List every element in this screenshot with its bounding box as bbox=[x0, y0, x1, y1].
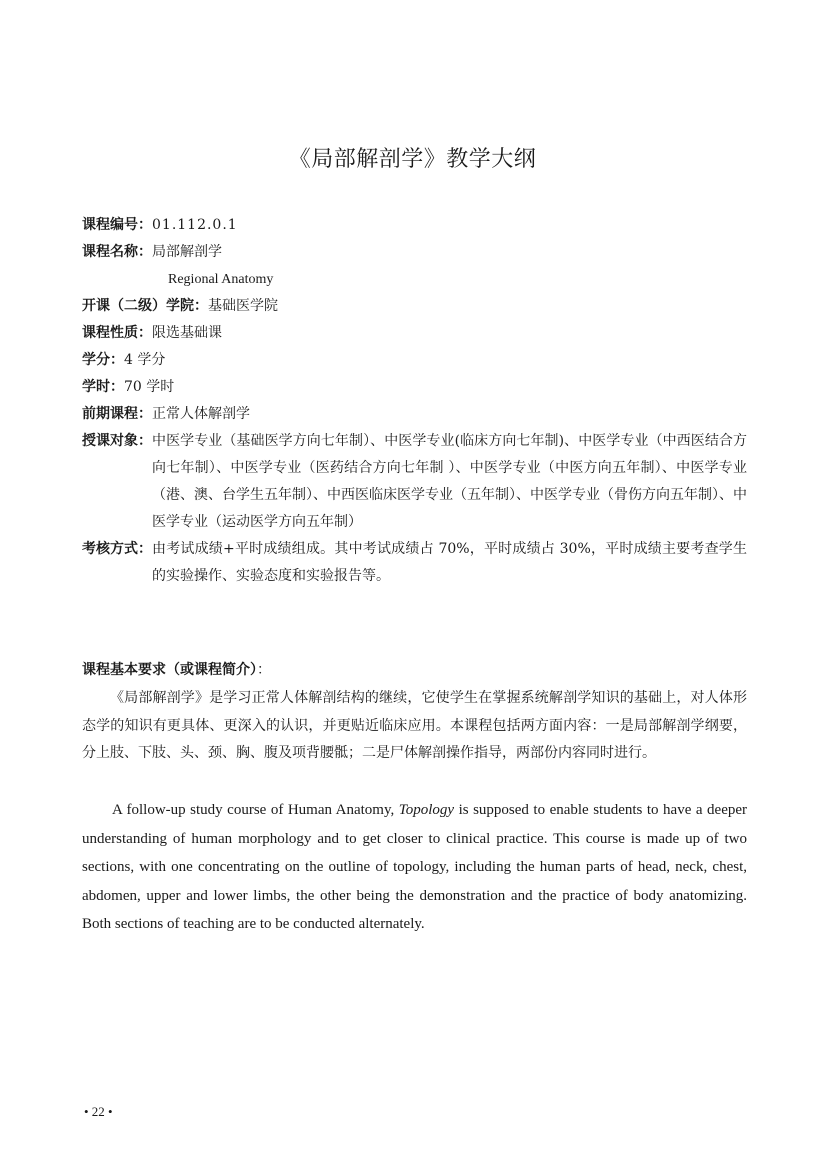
field-value: 局部解剖学 bbox=[152, 244, 222, 260]
field-value: 01.112.0.1 bbox=[152, 217, 238, 233]
field-course-name bbox=[82, 239, 747, 266]
field-label: 开课（二级）学院： bbox=[82, 298, 208, 314]
page-title: 《局部解剖学》教学大纲 bbox=[288, 147, 537, 172]
field-assessment bbox=[82, 536, 747, 590]
field-credits bbox=[82, 347, 747, 374]
section-heading-colon: ： bbox=[257, 662, 271, 678]
page-number: • 22 • bbox=[84, 1104, 113, 1119]
section-heading-text: 课程基本要求（或课程简介） bbox=[82, 662, 257, 678]
field-label: 学分： bbox=[82, 352, 124, 368]
field-label: 考核方式： bbox=[82, 541, 152, 557]
field-course-code bbox=[82, 212, 747, 239]
field-value: 限选基础课 bbox=[152, 325, 222, 341]
field-value: 中医学专业（基础医学方向七年制）、中医学专业(临床方向七年制)、中医学专业（中西医结合方向七年制）、中医学专业（医药结合方向七年制 ）、中医学专业（中医方向五年制）、中医学专业（港、澳、台学生五年制）、中西医临床医学专业（五年制）、中医学专业（骨伤方向五年制）、中医学专业（运动医学方向五年制） bbox=[152, 433, 747, 530]
field-label: 前期课程： bbox=[82, 406, 152, 422]
field-label: 授课对象： bbox=[82, 433, 152, 449]
course-info bbox=[82, 212, 747, 590]
field-prerequisite bbox=[82, 401, 747, 428]
field-value: 正常人体解剖学 bbox=[152, 406, 250, 422]
field-label: 学时： bbox=[82, 379, 124, 395]
field-value: 基础医学院 bbox=[208, 298, 278, 314]
field-value: 由考试成绩+平时成绩组成。其中考试成绩占 70%，平时成绩占 30%，平时成绩主要考查学生的实验操作、实验态度和实验报告等。 bbox=[152, 541, 747, 584]
field-value: 4 学分 bbox=[124, 352, 166, 368]
intro-paragraph-english bbox=[82, 796, 747, 939]
field-label: 课程名称： bbox=[82, 244, 152, 260]
field-label: 课程编号： bbox=[82, 217, 152, 233]
english-text-part: A follow-up study course of Human Anatomy, bbox=[112, 802, 399, 818]
field-value-english: Regional Anatomy bbox=[168, 272, 274, 287]
section-heading bbox=[82, 657, 271, 684]
intro-paragraph-chinese: 《局部解剖学》是学习正常人体解剖结构的继续，它使学生在掌握系统解剖学知识的基础上，对人体形态学的知识有更具体、更深入的认识，并更贴近临床应用。本课程包括两方面内容：一是局部解剖学纲要，分上肢、下肢、头、颈、胸、腹及项背腰骶；二是尸体解剖操作指导，两部份内容同时进行。 bbox=[82, 690, 747, 761]
field-college bbox=[82, 293, 747, 320]
field-hours bbox=[82, 374, 747, 401]
field-audience bbox=[82, 428, 747, 536]
english-italic-term: Topology bbox=[398, 802, 455, 818]
field-nature bbox=[82, 320, 747, 347]
field-value: 70 学时 bbox=[124, 379, 175, 395]
english-text-part: is supposed to enable students to have a deeper understanding of human morphology and to get closer to clinical practice. This course is made up of two sections, with one concentrating on the outline of topology, including the human parts of head, neck, chest, abdomen, upper and lower limbs, the other being the demonstration and the practice of body anatomizing. Both sections of teaching are to be conducted alternately. bbox=[82, 802, 748, 932]
field-label: 课程性质： bbox=[82, 325, 152, 341]
